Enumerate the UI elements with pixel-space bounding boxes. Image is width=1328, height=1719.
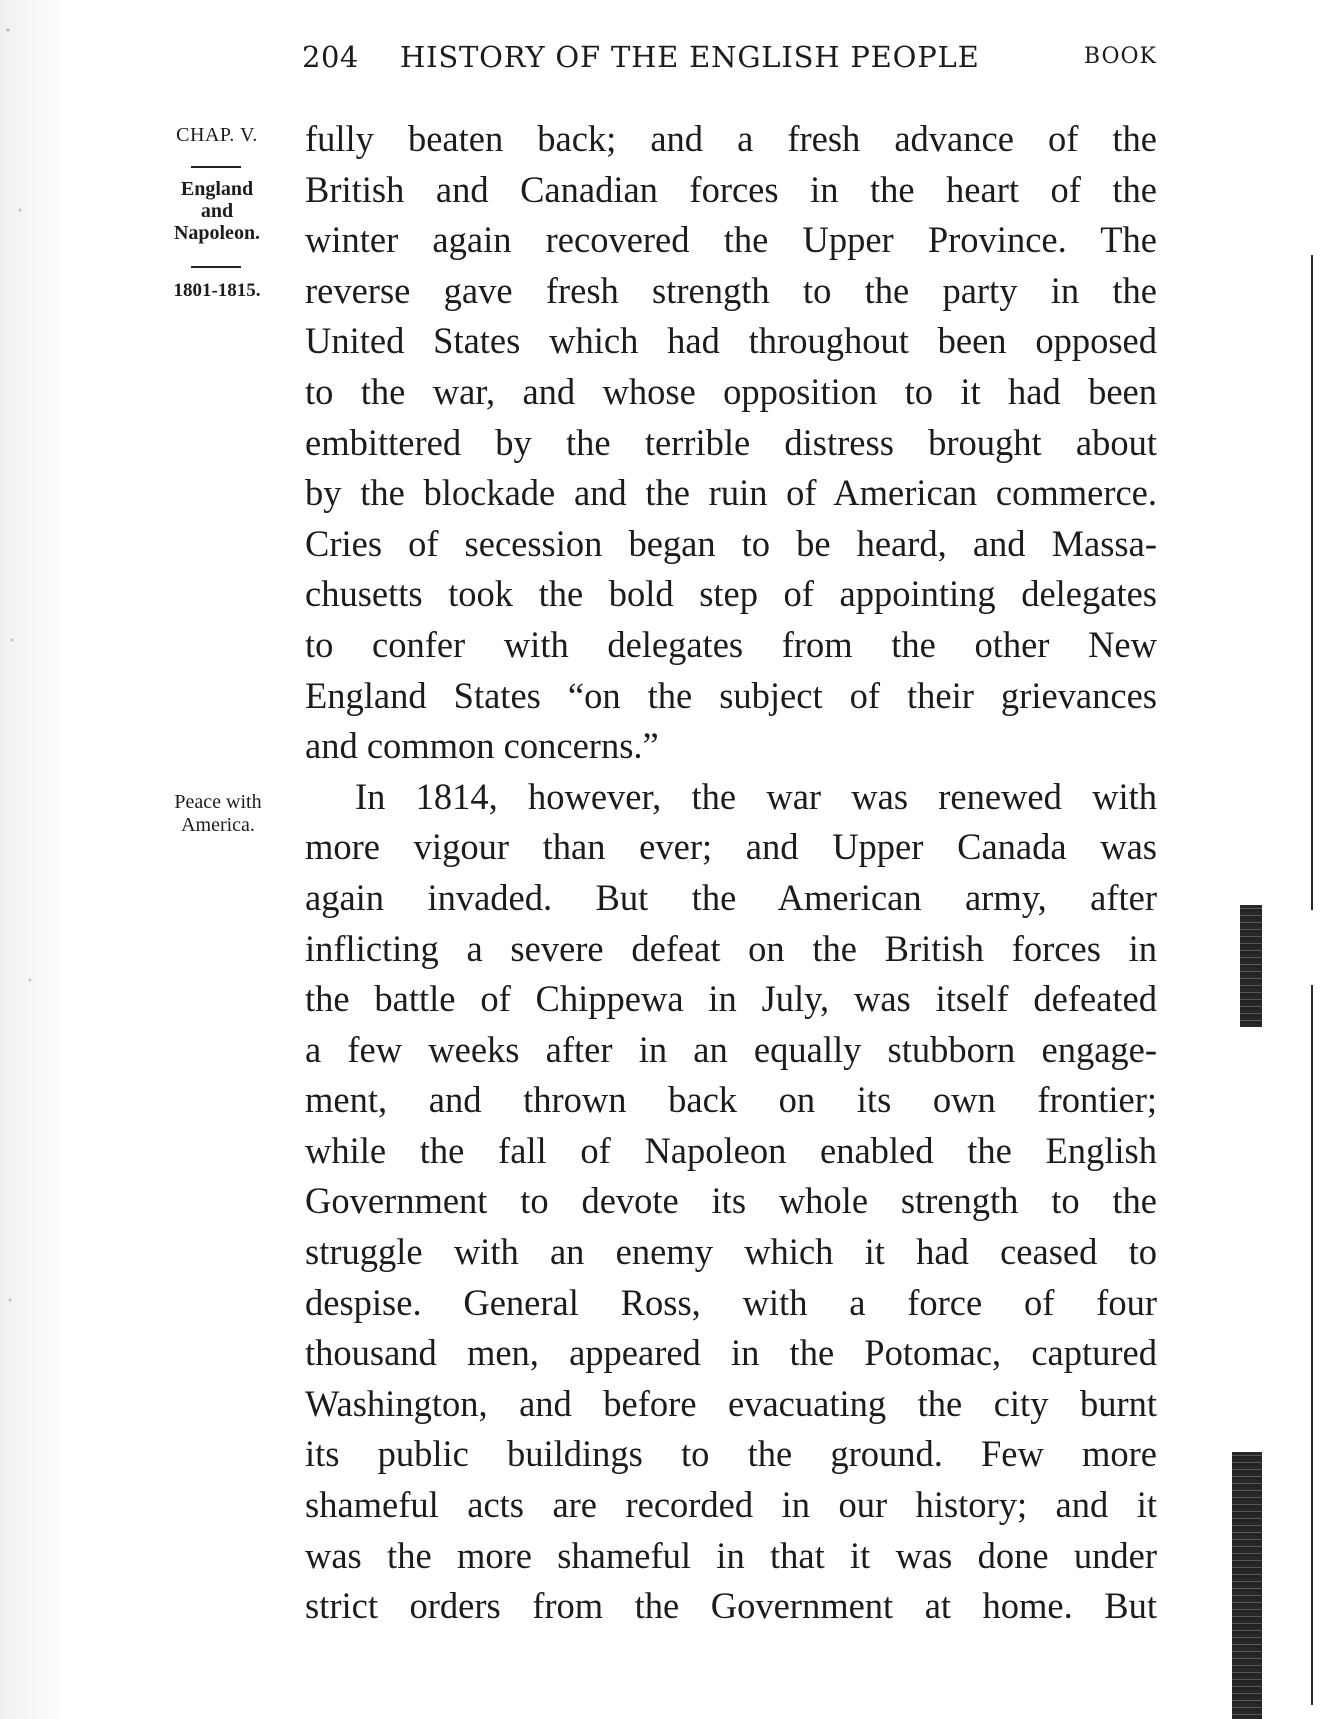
paragraph-2 [305,772,1157,1632]
paragraph-1-line: chusetts took the bold step of appointing delegates [305,573,1157,615]
paragraph-1-line: England States “on the subject of their grievances [305,674,1157,716]
paragraph-1-line: and common concerns.” [305,725,659,767]
paragraph-1-line: by the blockade and the ruin of American commerce. [305,472,1157,514]
paragraph-2-line: the battle of Chippewa in July, was itself defeated [305,978,1157,1020]
paragraph-2-line: its public buildings to the ground. Few more [305,1433,1157,1475]
paragraph-2-line: a few weeks after in an equally stubborn engage- [305,1028,1157,1070]
side-note-chapter: CHAP. V. [176,124,258,146]
paragraph-2-line: strict orders from the Government at home. But [305,1585,1157,1627]
paragraph-2-line: struggle with an enemy which it had ceased to [305,1231,1157,1273]
scan-binding-line-lower [1311,985,1313,1705]
side-note-topic-line1: England [180,178,254,200]
side-note-rule-upper [191,166,241,168]
paragraph-2-line: while the fall of Napoleon enabled the English [305,1129,1157,1171]
side-note-peace-line1: Peace with [174,791,262,813]
paragraph-1-line: to the war, and whose opposition to it had been [305,370,1157,412]
book-label: BOOK [1083,44,1157,69]
paragraph-2-line: Washington, and before evacuating the city burnt [305,1382,1157,1424]
paragraph-2-line: more vigour than ever; and Upper Canada was [305,826,1157,868]
paragraph-2-line: shameful acts are recorded in our history; and it [305,1484,1157,1526]
paragraph-2-line: In 1814, however, the war was renewed with [355,775,1157,817]
side-note-topic-line3: Napoleon. [173,222,261,244]
scan-bleed-mark-lower [1232,1452,1262,1719]
paragraph-2-line: ment, and thrown back on its own frontier; [305,1079,1157,1121]
paragraph-1-line: United States which had throughout been opposed [305,320,1157,362]
side-note-dates: 1801-1815. [173,280,261,301]
side-note-peace-line2: America. [181,814,255,836]
paragraph-2-line: inflicting a severe defeat on the British forces in [305,927,1157,969]
paragraph-2-line: thousand men, appeared in the Potomac, captured [305,1332,1157,1374]
book-title: HISTORY OF THE ENGLISH PEOPLE [400,40,980,74]
paragraph-1-line: embittered by the terrible distress brought about [305,421,1157,463]
body-text [305,114,1157,1632]
side-note-peace [150,791,286,837]
paragraph-2-line: again invaded. But the American army, after [305,876,1157,918]
paragraph-1-line: British and Canadian forces in the heart of the [305,168,1157,210]
paragraph-1-line: to confer with delegates from the other New [305,623,1157,665]
page-number: 204 [302,40,359,74]
paragraph-1-line: fully beaten back; and a fresh advance of the [305,118,1157,159]
paragraph-1 [305,114,1157,772]
paragraph-2-line: Government to devote its whole strength to the [305,1180,1157,1222]
paragraph-1-line: reverse gave fresh strength to the party in the [305,269,1157,311]
paragraph-2-line: despise. General Ross, with a force of four [305,1281,1157,1323]
scan-binding-line-upper [1311,255,1313,910]
running-head [302,40,1157,80]
scan-bleed-mark-upper [1240,905,1262,1027]
paragraph-2-line: was the more shameful in that it was done under [305,1534,1157,1576]
side-note-rule-lower [191,266,241,268]
paragraph-1-line: Cries of secession began to be heard, and Massa- [305,522,1157,564]
side-note-topic-line2: and [200,200,234,222]
paragraph-1-line: winter again recovered the Upper Province. The [305,219,1157,261]
scan-edge-left [0,0,70,1719]
side-note-topic [158,178,276,244]
